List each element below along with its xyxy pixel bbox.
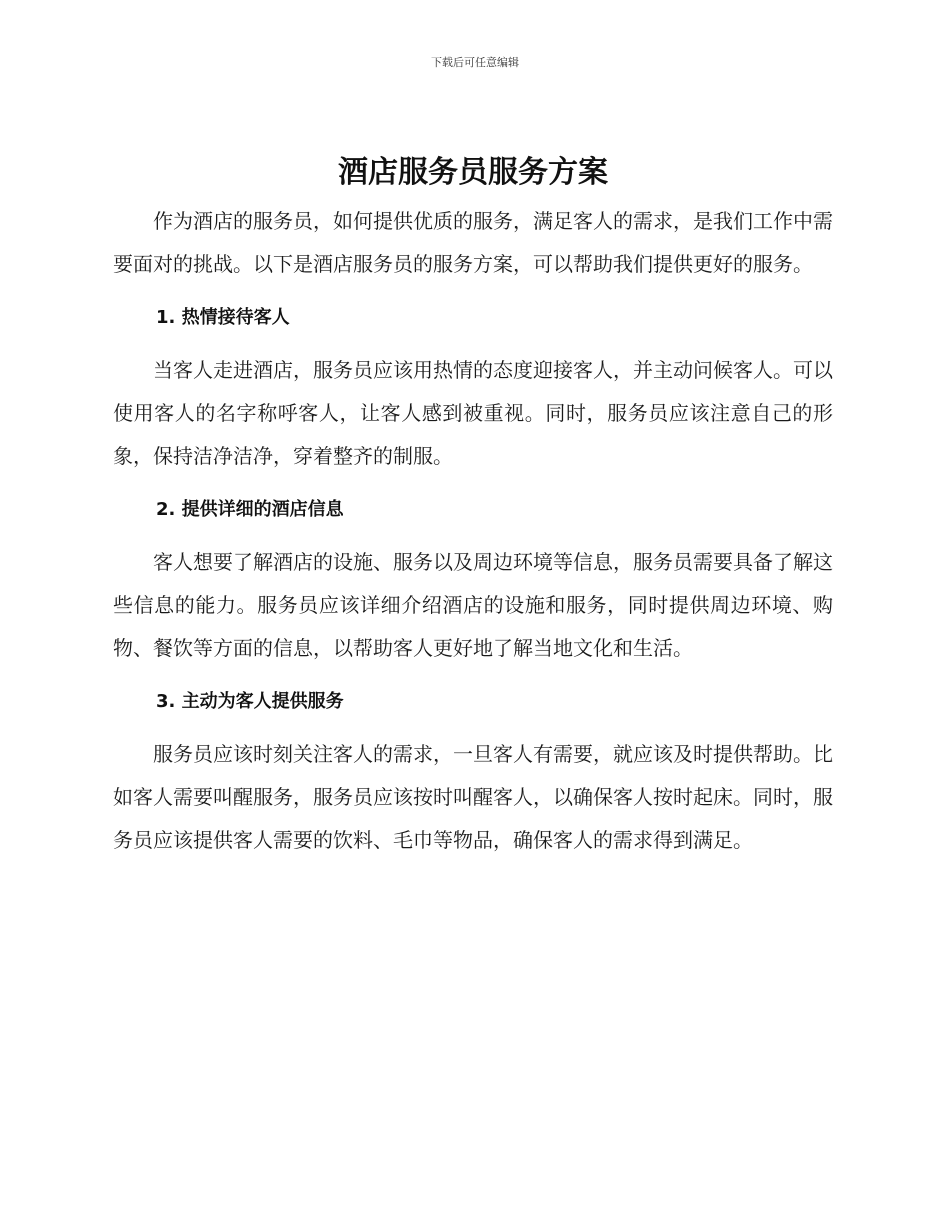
section-body-3: 服务员应该时刻关注客人的需求，一旦客人有需要，就应该及时提供帮助。比如客人需要叫醒服务，服务员应该按时叫醒客人，以确保客人按时起床。同时，服务员应该提供客人需要的饮料、毛巾等物品，确保客人的需求得到满足。: [113, 742, 833, 852]
section-heading-2: 2. 提供详细的酒店信息: [156, 499, 344, 520]
intro-paragraph: 作为酒店的服务员，如何提供优质的服务，满足客人的需求，是我们工作中需要面对的挑战。以下是酒店服务员的服务方案，可以帮助我们提供更好的服务。: [113, 209, 833, 276]
section-heading-3: 3. 主动为客人提供服务: [156, 691, 344, 712]
section-heading-1: 1. 热情接待客人: [156, 307, 290, 328]
document-body: [113, 150, 833, 862]
header-note: 下载后可任意编辑: [431, 56, 519, 69]
document-title: 酒店服务员服务方案: [338, 155, 608, 190]
section-body-1: 当客人走进酒店，服务员应该用热情的态度迎接客人，并主动问候客人。可以使用客人的名字称呼客人，让客人感到被重视。同时，服务员应该注意自己的形象，保持洁净洁净，穿着整齐的制服。: [113, 358, 833, 468]
section-body-2: 客人想要了解酒店的设施、服务以及周边环境等信息，服务员需要具备了解这些信息的能力。服务员应该详细介绍酒店的设施和服务，同时提供周边环境、购物、餐饮等方面的信息，以帮助客人更好地了解当地文化和生活。: [113, 550, 833, 660]
